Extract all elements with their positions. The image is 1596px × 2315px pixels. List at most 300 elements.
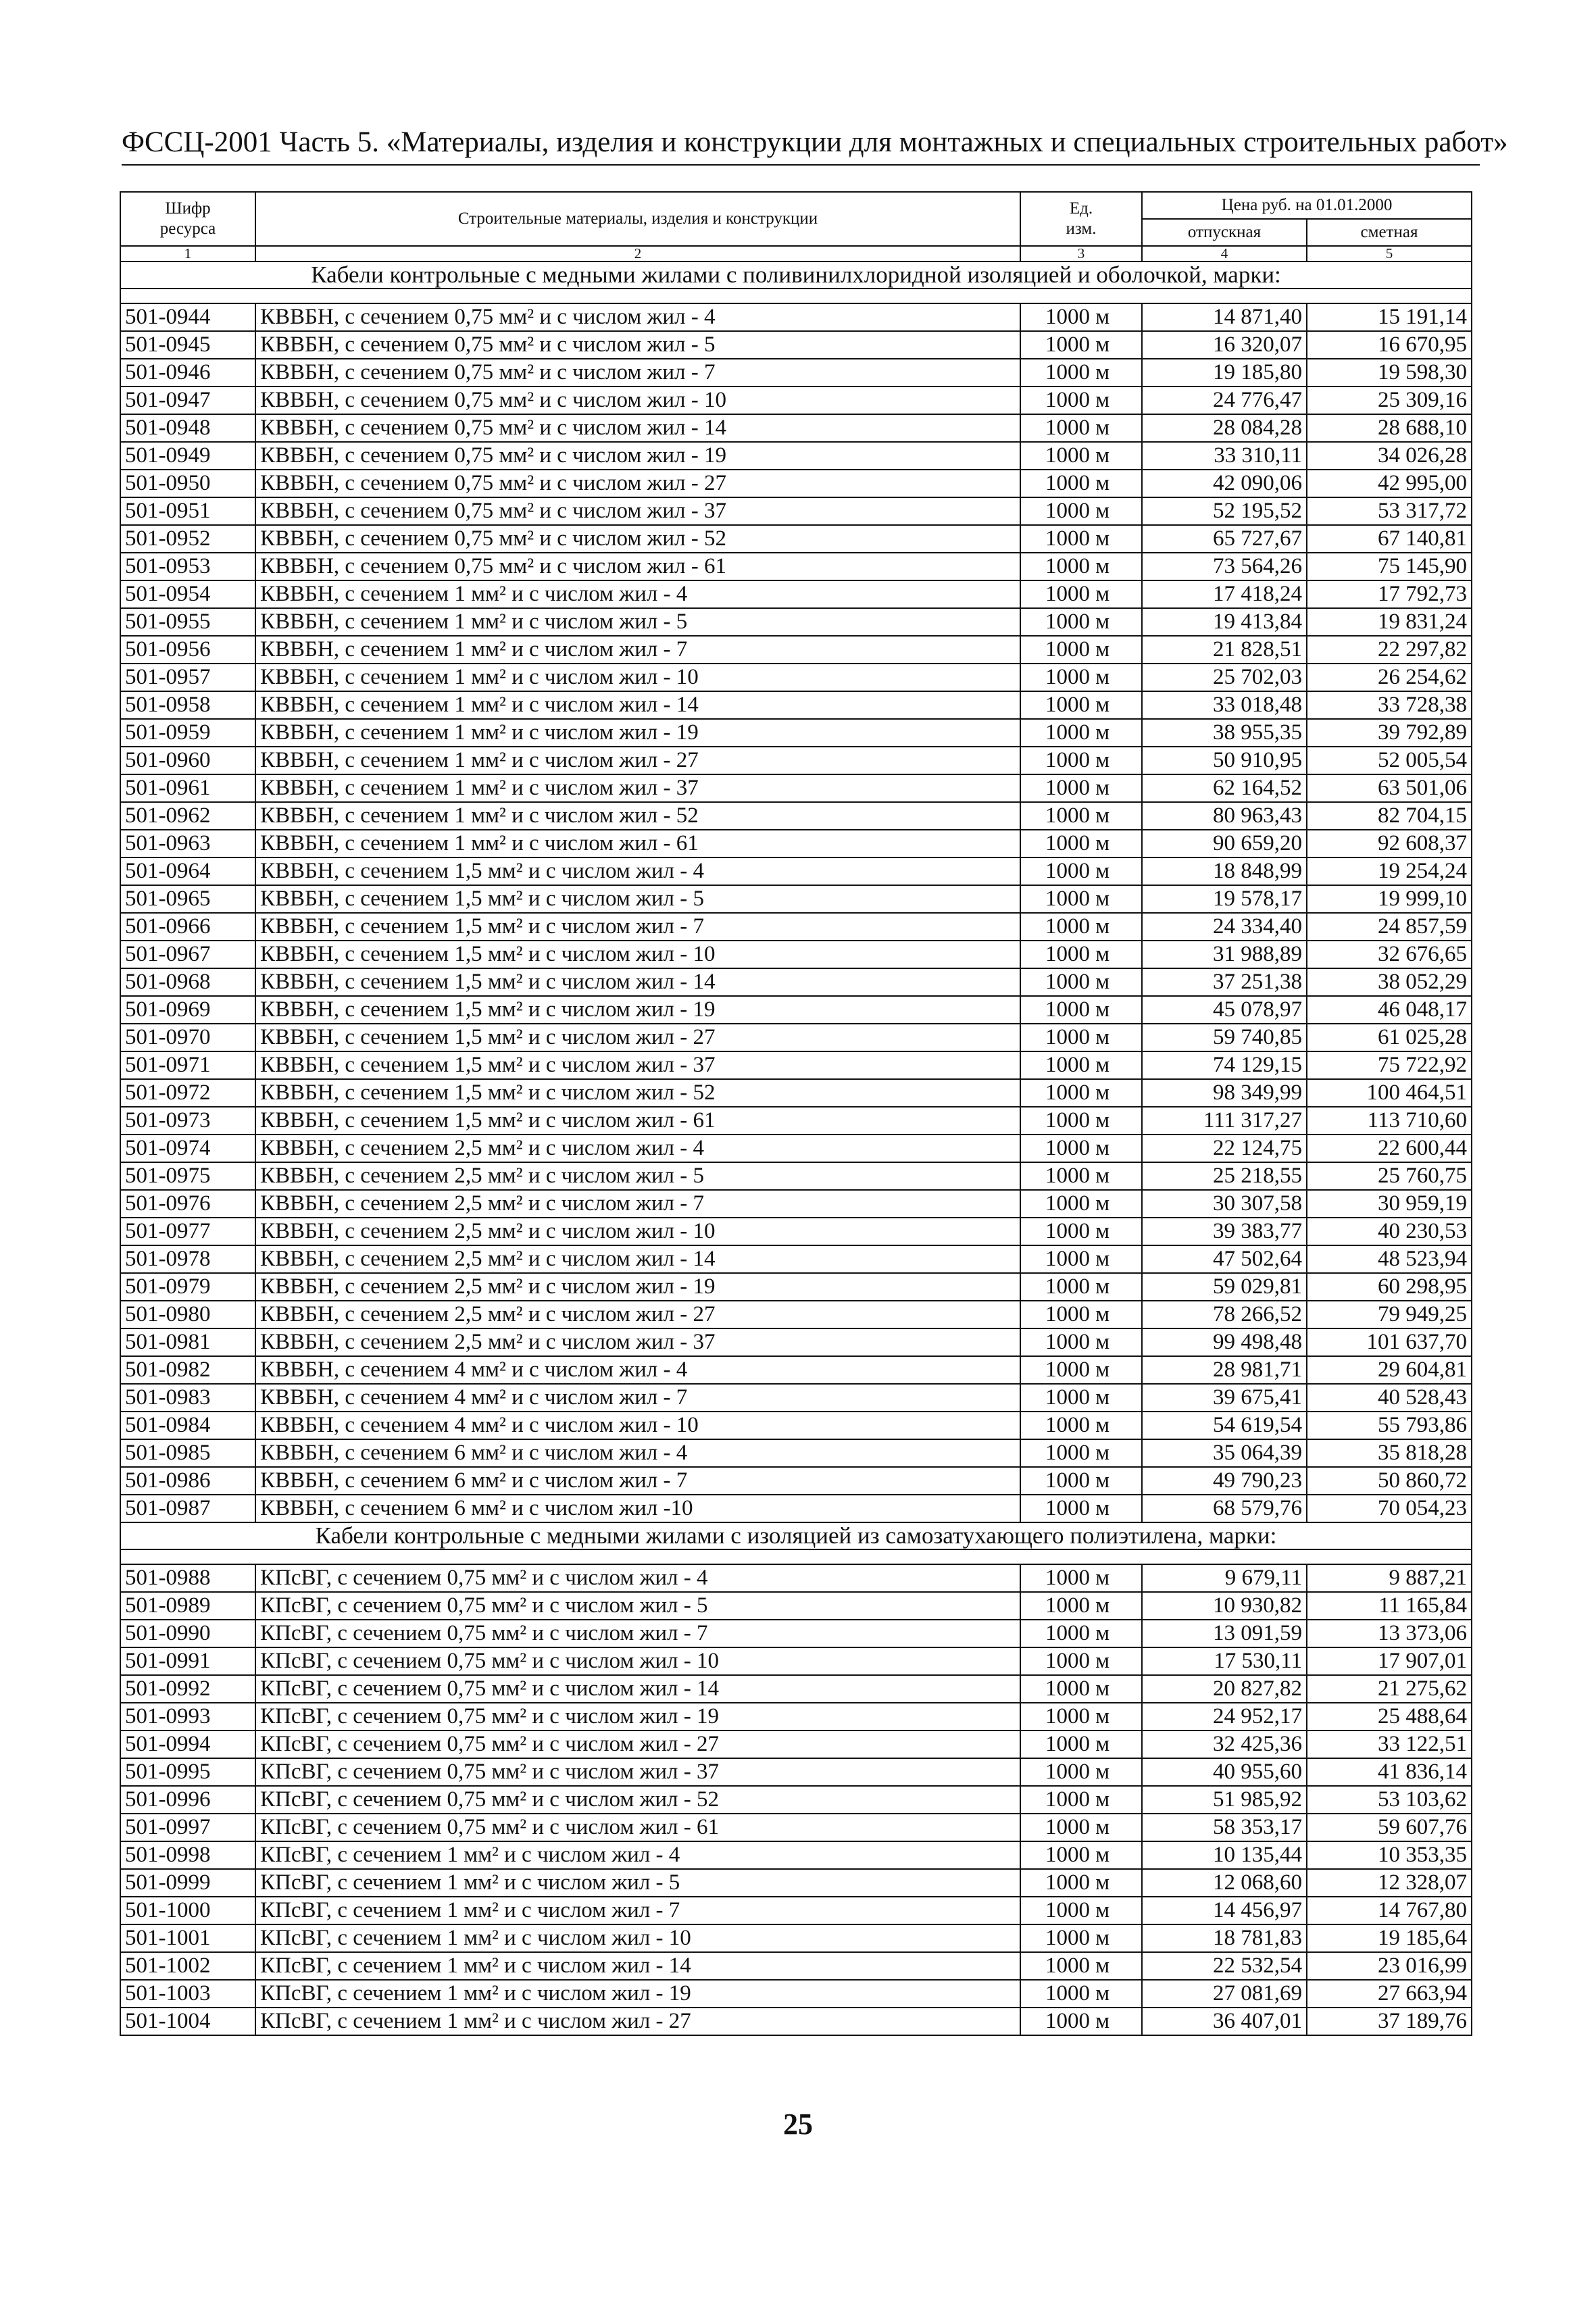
unit-of-measure: 1000 м [1020,1328,1142,1356]
price-table [120,191,1472,2036]
table-row [120,774,1472,802]
price-release: 28 981,71 [1142,1356,1307,1384]
unit-of-measure: 1000 м [1020,553,1142,580]
unit-of-measure: 1000 м [1020,1703,1142,1731]
resource-code: 501-0944 [120,303,255,331]
resource-code: 501-0979 [120,1273,255,1301]
price-estimate: 24 857,59 [1307,913,1472,941]
price-estimate: 19 831,24 [1307,608,1472,636]
unit-of-measure: 1000 м [1020,580,1142,608]
page-number: 25 [783,2108,813,2141]
price-estimate: 33 122,51 [1307,1731,1472,1758]
material-name: КВВБН, с сечением 1,5 мм² и с числом жил - 52 [255,1079,1020,1107]
price-release: 14 871,40 [1142,303,1307,331]
price-estimate: 79 949,25 [1307,1301,1472,1328]
table-row [120,1412,1472,1439]
table-row [120,1620,1472,1647]
price-release: 36 407,01 [1142,2008,1307,2035]
material-name: КВВБН, с сечением 1 мм² и с числом жил - 27 [255,747,1020,774]
price-release: 62 164,52 [1142,774,1307,802]
unit-of-measure: 1000 м [1020,1814,1142,1841]
price-estimate: 30 959,19 [1307,1190,1472,1218]
unit-of-measure: 1000 м [1020,1620,1142,1647]
unit-of-measure: 1000 м [1020,636,1142,664]
price-release: 35 064,39 [1142,1439,1307,1467]
material-name: КВВБН, с сечением 1,5 мм² и с числом жил - 37 [255,1051,1020,1079]
price-release: 10 930,82 [1142,1592,1307,1620]
unit-of-measure: 1000 м [1020,1924,1142,1952]
table-row [120,1869,1472,1897]
resource-code: 501-0977 [120,1218,255,1245]
price-estimate: 22 297,82 [1307,636,1472,664]
unit-of-measure: 1000 м [1020,1107,1142,1135]
resource-code: 501-0974 [120,1135,255,1162]
material-name: КВВБН, с сечением 0,75 мм² и с числом жил - 61 [255,553,1020,580]
resource-code: 501-0964 [120,857,255,885]
table-row [120,802,1472,830]
price-estimate: 63 501,06 [1307,774,1472,802]
column-number: 4 [1142,246,1307,262]
price-estimate: 15 191,14 [1307,303,1472,331]
price-estimate: 41 836,14 [1307,1758,1472,1786]
resource-code: 501-0951 [120,497,255,525]
section-spacer-row [120,289,1472,303]
column-number: 1 [120,246,255,262]
price-estimate: 12 328,07 [1307,1869,1472,1897]
table-row [120,1952,1472,1980]
price-estimate: 29 604,81 [1307,1356,1472,1384]
resource-code: 501-0991 [120,1647,255,1675]
price-estimate: 53 103,62 [1307,1786,1472,1814]
material-name: КВВБН, с сечением 1 мм² и с числом жил - 37 [255,774,1020,802]
price-estimate: 23 016,99 [1307,1952,1472,1980]
price-release: 54 619,54 [1142,1412,1307,1439]
table-row [120,664,1472,691]
resource-code: 501-0961 [120,774,255,802]
resource-code: 501-0966 [120,913,255,941]
resource-code: 501-1002 [120,1952,255,1980]
table-row [120,857,1472,885]
material-name: КПсВГ, с сечением 1 мм² и с числом жил - 7 [255,1897,1020,1924]
material-name: КВВБН, с сечением 2,5 мм² и с числом жил - 4 [255,1135,1020,1162]
price-estimate: 82 704,15 [1307,802,1472,830]
material-name: КВВБН, с сечением 0,75 мм² и с числом жил - 27 [255,470,1020,497]
material-name: КВВБН, с сечением 1,5 мм² и с числом жил - 7 [255,913,1020,941]
unit-of-measure: 1000 м [1020,414,1142,442]
resource-code: 501-0971 [120,1051,255,1079]
price-release: 51 985,92 [1142,1786,1307,1814]
unit-of-measure: 1000 м [1020,996,1142,1024]
resource-code: 501-0975 [120,1162,255,1190]
price-estimate: 33 728,38 [1307,691,1472,719]
table-row [120,1495,1472,1522]
price-estimate: 22 600,44 [1307,1135,1472,1162]
section-spacer-row [120,1549,1472,1564]
resource-code: 501-0995 [120,1758,255,1786]
unit-of-measure: 1000 м [1020,387,1142,414]
price-release: 68 579,76 [1142,1495,1307,1522]
table-row [120,996,1472,1024]
material-name: КВВБН, с сечением 0,75 мм² и с числом жил - 37 [255,497,1020,525]
resource-code: 501-0958 [120,691,255,719]
material-name: КВВБН, с сечением 1 мм² и с числом жил - 14 [255,691,1020,719]
price-estimate: 46 048,17 [1307,996,1472,1024]
unit-of-measure: 1000 м [1020,1051,1142,1079]
material-name: КВВБН, с сечением 1 мм² и с числом жил - 5 [255,608,1020,636]
price-release: 59 740,85 [1142,1024,1307,1051]
resource-code: 501-0969 [120,996,255,1024]
resource-code: 501-0945 [120,331,255,359]
material-name: КВВБН, с сечением 1,5 мм² и с числом жил - 61 [255,1107,1020,1135]
price-estimate: 75 145,90 [1307,553,1472,580]
resource-code: 501-0968 [120,968,255,996]
material-name: КВВБН, с сечением 2,5 мм² и с числом жил - 5 [255,1162,1020,1190]
resource-code: 501-0984 [120,1412,255,1439]
table-row [120,470,1472,497]
table-row [120,1384,1472,1412]
price-estimate: 50 860,72 [1307,1467,1472,1495]
table-row [120,497,1472,525]
resource-code: 501-1004 [120,2008,255,2035]
price-estimate: 17 792,73 [1307,580,1472,608]
table-row [120,1135,1472,1162]
unit-of-measure: 1000 м [1020,608,1142,636]
price-estimate: 40 230,53 [1307,1218,1472,1245]
unit-of-measure: 1000 м [1020,1869,1142,1897]
price-estimate: 55 793,86 [1307,1412,1472,1439]
price-release: 74 129,15 [1142,1051,1307,1079]
resource-code: 501-0998 [120,1841,255,1869]
price-estimate: 26 254,62 [1307,664,1472,691]
price-estimate: 13 373,06 [1307,1620,1472,1647]
price-release: 49 790,23 [1142,1467,1307,1495]
table-row [120,1467,1472,1495]
section-header-row [120,262,1472,289]
unit-of-measure: 1000 м [1020,1273,1142,1301]
col-header-name: Строительные материалы, изделия и конструкции [255,192,1020,246]
price-release: 50 910,95 [1142,747,1307,774]
material-name: КВВБН, с сечением 2,5 мм² и с числом жил - 27 [255,1301,1020,1328]
unit-of-measure: 1000 м [1020,857,1142,885]
resource-code: 501-0999 [120,1869,255,1897]
material-name: КПсВГ, с сечением 0,75 мм² и с числом жил - 7 [255,1620,1020,1647]
price-estimate: 59 607,76 [1307,1814,1472,1841]
material-name: КВВБН, с сечением 4 мм² и с числом жил - 10 [255,1412,1020,1439]
price-release: 73 564,26 [1142,553,1307,580]
resource-code: 501-0948 [120,414,255,442]
price-release: 24 952,17 [1142,1703,1307,1731]
price-release: 24 776,47 [1142,387,1307,414]
table-row [120,1786,1472,1814]
resource-code: 501-0983 [120,1384,255,1412]
resource-code: 501-0957 [120,664,255,691]
table-row [120,608,1472,636]
table-row [120,1218,1472,1245]
col-header-unit: Ед. изм. [1020,192,1142,246]
price-estimate: 67 140,81 [1307,525,1472,553]
price-release: 27 081,69 [1142,1980,1307,2008]
material-name: КПсВГ, с сечением 0,75 мм² и с числом жил - 5 [255,1592,1020,1620]
table-row [120,553,1472,580]
material-name: КПсВГ, с сечением 1 мм² и с числом жил - 4 [255,1841,1020,1869]
material-name: КПсВГ, с сечением 0,75 мм² и с числом жил - 27 [255,1731,1020,1758]
price-release: 45 078,97 [1142,996,1307,1024]
unit-of-measure: 1000 м [1020,1758,1142,1786]
resource-code: 501-0967 [120,941,255,968]
material-name: КВВБН, с сечением 6 мм² и с числом жил - 7 [255,1467,1020,1495]
resource-code: 501-0997 [120,1814,255,1841]
material-name: КПсВГ, с сечением 0,75 мм² и с числом жил - 10 [255,1647,1020,1675]
section-header-row [120,1522,1472,1549]
unit-of-measure: 1000 м [1020,1952,1142,1980]
section-title: Кабели контрольные с медными жилами с поливинилхлоридной изоляцией и оболочкой, марки: [120,262,1472,289]
table-body [120,262,1472,2035]
resource-code: 501-1003 [120,1980,255,2008]
price-estimate: 113 710,60 [1307,1107,1472,1135]
price-release: 28 084,28 [1142,414,1307,442]
table-row [120,941,1472,968]
unit-of-measure: 1000 м [1020,1439,1142,1467]
material-name: КПсВГ, с сечением 0,75 мм² и с числом жил - 52 [255,1786,1020,1814]
price-release: 40 955,60 [1142,1758,1307,1786]
price-estimate: 32 676,65 [1307,941,1472,968]
price-estimate: 9 887,21 [1307,1564,1472,1592]
unit-of-measure: 1000 м [1020,1467,1142,1495]
table-row [120,691,1472,719]
material-name: КВВБН, с сечением 1,5 мм² и с числом жил - 5 [255,885,1020,913]
price-estimate: 19 254,24 [1307,857,1472,885]
unit-of-measure: 1000 м [1020,719,1142,747]
material-name: КВВБН, с сечением 1,5 мм² и с числом жил - 14 [255,968,1020,996]
material-name: КВВБН, с сечением 2,5 мм² и с числом жил - 7 [255,1190,1020,1218]
material-name: КВВБН, с сечением 6 мм² и с числом жил -10 [255,1495,1020,1522]
resource-code: 501-0981 [120,1328,255,1356]
resource-code: 501-0954 [120,580,255,608]
price-release: 33 018,48 [1142,691,1307,719]
material-name: КВВБН, с сечением 0,75 мм² и с числом жил - 10 [255,387,1020,414]
price-release: 78 266,52 [1142,1301,1307,1328]
table-row [120,2008,1472,2035]
price-estimate: 16 670,95 [1307,331,1472,359]
table-row [120,303,1472,331]
table-row [120,1731,1472,1758]
price-estimate: 10 353,35 [1307,1841,1472,1869]
table-row [120,830,1472,857]
material-name: КВВБН, с сечением 1 мм² и с числом жил - 19 [255,719,1020,747]
material-name: КПсВГ, с сечением 0,75 мм² и с числом жил - 37 [255,1758,1020,1786]
price-release: 39 675,41 [1142,1384,1307,1412]
resource-code: 501-0963 [120,830,255,857]
resource-code: 501-0978 [120,1245,255,1273]
price-release: 19 578,17 [1142,885,1307,913]
price-release: 80 963,43 [1142,802,1307,830]
price-estimate: 48 523,94 [1307,1245,1472,1273]
price-estimate: 34 026,28 [1307,442,1472,470]
material-name: КВВБН, с сечением 2,5 мм² и с числом жил - 14 [255,1245,1020,1273]
price-estimate: 101 637,70 [1307,1328,1472,1356]
header-rule [122,164,1480,166]
table-row [120,1758,1472,1786]
price-estimate: 19 999,10 [1307,885,1472,913]
price-release: 31 988,89 [1142,941,1307,968]
unit-of-measure: 1000 м [1020,774,1142,802]
table-row [120,1675,1472,1703]
price-release: 17 418,24 [1142,580,1307,608]
table-row [120,1980,1472,2008]
unit-of-measure: 1000 м [1020,1356,1142,1384]
material-name: КПсВГ, с сечением 1 мм² и с числом жил - 27 [255,2008,1020,2035]
unit-of-measure: 1000 м [1020,747,1142,774]
material-name: КВВБН, с сечением 1,5 мм² и с числом жил - 10 [255,941,1020,968]
price-release: 24 334,40 [1142,913,1307,941]
unit-of-measure: 1000 м [1020,1647,1142,1675]
price-release: 30 307,58 [1142,1190,1307,1218]
section-title: Кабели контрольные с медными жилами с изоляцией из самозатухающего полиэтилена, марки: [120,1522,1472,1549]
table-row [120,913,1472,941]
unit-of-measure: 1000 м [1020,497,1142,525]
unit-of-measure: 1000 м [1020,1786,1142,1814]
column-number: 3 [1020,246,1142,262]
resource-code: 501-0982 [120,1356,255,1384]
resource-code: 501-0952 [120,525,255,553]
unit-of-measure: 1000 м [1020,1564,1142,1592]
table-row [120,359,1472,387]
unit-of-measure: 1000 м [1020,968,1142,996]
unit-of-measure: 1000 м [1020,1135,1142,1162]
unit-of-measure: 1000 м [1020,1301,1142,1328]
price-release: 18 848,99 [1142,857,1307,885]
material-name: КВВБН, с сечением 1 мм² и с числом жил - 7 [255,636,1020,664]
resource-code: 501-1001 [120,1924,255,1952]
resource-code: 501-0955 [120,608,255,636]
unit-of-measure: 1000 м [1020,1897,1142,1924]
price-release: 17 530,11 [1142,1647,1307,1675]
material-name: КВВБН, с сечением 0,75 мм² и с числом жил - 4 [255,303,1020,331]
material-name: КВВБН, с сечением 4 мм² и с числом жил - 4 [255,1356,1020,1384]
table-row [120,1079,1472,1107]
resource-code: 501-0970 [120,1024,255,1051]
price-estimate: 25 488,64 [1307,1703,1472,1731]
resource-code: 501-0987 [120,1495,255,1522]
table-row [120,1107,1472,1135]
col-header-code: Шифр ресурса [120,192,255,246]
table-row [120,636,1472,664]
price-release: 25 218,55 [1142,1162,1307,1190]
price-estimate: 92 608,37 [1307,830,1472,857]
resource-code: 501-0956 [120,636,255,664]
resource-code: 501-1000 [120,1897,255,1924]
unit-of-measure: 1000 м [1020,1592,1142,1620]
material-name: КВВБН, с сечением 4 мм² и с числом жил - 7 [255,1384,1020,1412]
price-release: 13 091,59 [1142,1620,1307,1647]
price-estimate: 42 995,00 [1307,470,1472,497]
unit-of-measure: 1000 м [1020,1245,1142,1273]
table-row [120,1564,1472,1592]
material-name: КВВБН, с сечением 0,75 мм² и с числом жил - 5 [255,331,1020,359]
material-name: КПсВГ, с сечением 1 мм² и с числом жил - 14 [255,1952,1020,1980]
column-number: 5 [1307,246,1472,262]
price-release: 39 383,77 [1142,1218,1307,1245]
resource-code: 501-0962 [120,802,255,830]
unit-of-measure: 1000 м [1020,691,1142,719]
unit-of-measure: 1000 м [1020,1162,1142,1190]
price-estimate: 38 052,29 [1307,968,1472,996]
table-row [120,1703,1472,1731]
material-name: КВВБН, с сечением 0,75 мм² и с числом жил - 52 [255,525,1020,553]
unit-of-measure: 1000 м [1020,830,1142,857]
unit-of-measure: 1000 м [1020,1190,1142,1218]
price-estimate: 17 907,01 [1307,1647,1472,1675]
unit-of-measure: 1000 м [1020,913,1142,941]
price-estimate: 60 298,95 [1307,1273,1472,1301]
resource-code: 501-0972 [120,1079,255,1107]
unit-of-measure: 1000 м [1020,885,1142,913]
resource-code: 501-0990 [120,1620,255,1647]
col-header-price: Цена руб. на 01.01.2000 [1142,192,1472,219]
unit-of-measure: 1000 м [1020,1675,1142,1703]
resource-code: 501-0986 [120,1467,255,1495]
price-release: 111 317,27 [1142,1107,1307,1135]
unit-of-measure: 1000 м [1020,442,1142,470]
resource-code: 501-0960 [120,747,255,774]
price-release: 19 413,84 [1142,608,1307,636]
resource-code: 501-0946 [120,359,255,387]
resource-code: 501-0973 [120,1107,255,1135]
resource-code: 501-0994 [120,1731,255,1758]
material-name: КВВБН, с сечением 1,5 мм² и с числом жил - 19 [255,996,1020,1024]
unit-of-measure: 1000 м [1020,2008,1142,2035]
price-estimate: 52 005,54 [1307,747,1472,774]
price-release: 98 349,99 [1142,1079,1307,1107]
price-estimate: 21 275,62 [1307,1675,1472,1703]
material-name: КВВБН, с сечением 1 мм² и с числом жил - 61 [255,830,1020,857]
table-row [120,1273,1472,1301]
price-estimate: 25 760,75 [1307,1162,1472,1190]
price-estimate: 39 792,89 [1307,719,1472,747]
material-name: КВВБН, с сечением 0,75 мм² и с числом жил - 7 [255,359,1020,387]
price-release: 99 498,48 [1142,1328,1307,1356]
price-estimate: 19 598,30 [1307,359,1472,387]
price-release: 25 702,03 [1142,664,1307,691]
unit-of-measure: 1000 м [1020,525,1142,553]
price-estimate: 40 528,43 [1307,1384,1472,1412]
table-row [120,414,1472,442]
price-release: 14 456,97 [1142,1897,1307,1924]
unit-of-measure: 1000 м [1020,1980,1142,2008]
price-estimate: 28 688,10 [1307,414,1472,442]
price-release: 18 781,83 [1142,1924,1307,1952]
price-release: 32 425,36 [1142,1731,1307,1758]
table-row [120,1814,1472,1841]
table-row [120,580,1472,608]
material-name: КВВБН, с сечением 2,5 мм² и с числом жил - 37 [255,1328,1020,1356]
table-row [120,525,1472,553]
material-name: КПсВГ, с сечением 1 мм² и с числом жил - 10 [255,1924,1020,1952]
material-name: КПсВГ, с сечением 0,75 мм² и с числом жил - 14 [255,1675,1020,1703]
resource-code: 501-0953 [120,553,255,580]
table-row [120,1841,1472,1869]
material-name: КВВБН, с сечением 1,5 мм² и с числом жил - 27 [255,1024,1020,1051]
unit-of-measure: 1000 м [1020,1412,1142,1439]
price-estimate: 25 309,16 [1307,387,1472,414]
material-name: КВВБН, с сечением 2,5 мм² и с числом жил - 19 [255,1273,1020,1301]
table-row [120,1439,1472,1467]
table-row [120,1051,1472,1079]
resource-code: 501-0949 [120,442,255,470]
price-estimate: 37 189,76 [1307,2008,1472,2035]
table-row [120,331,1472,359]
price-release: 90 659,20 [1142,830,1307,857]
